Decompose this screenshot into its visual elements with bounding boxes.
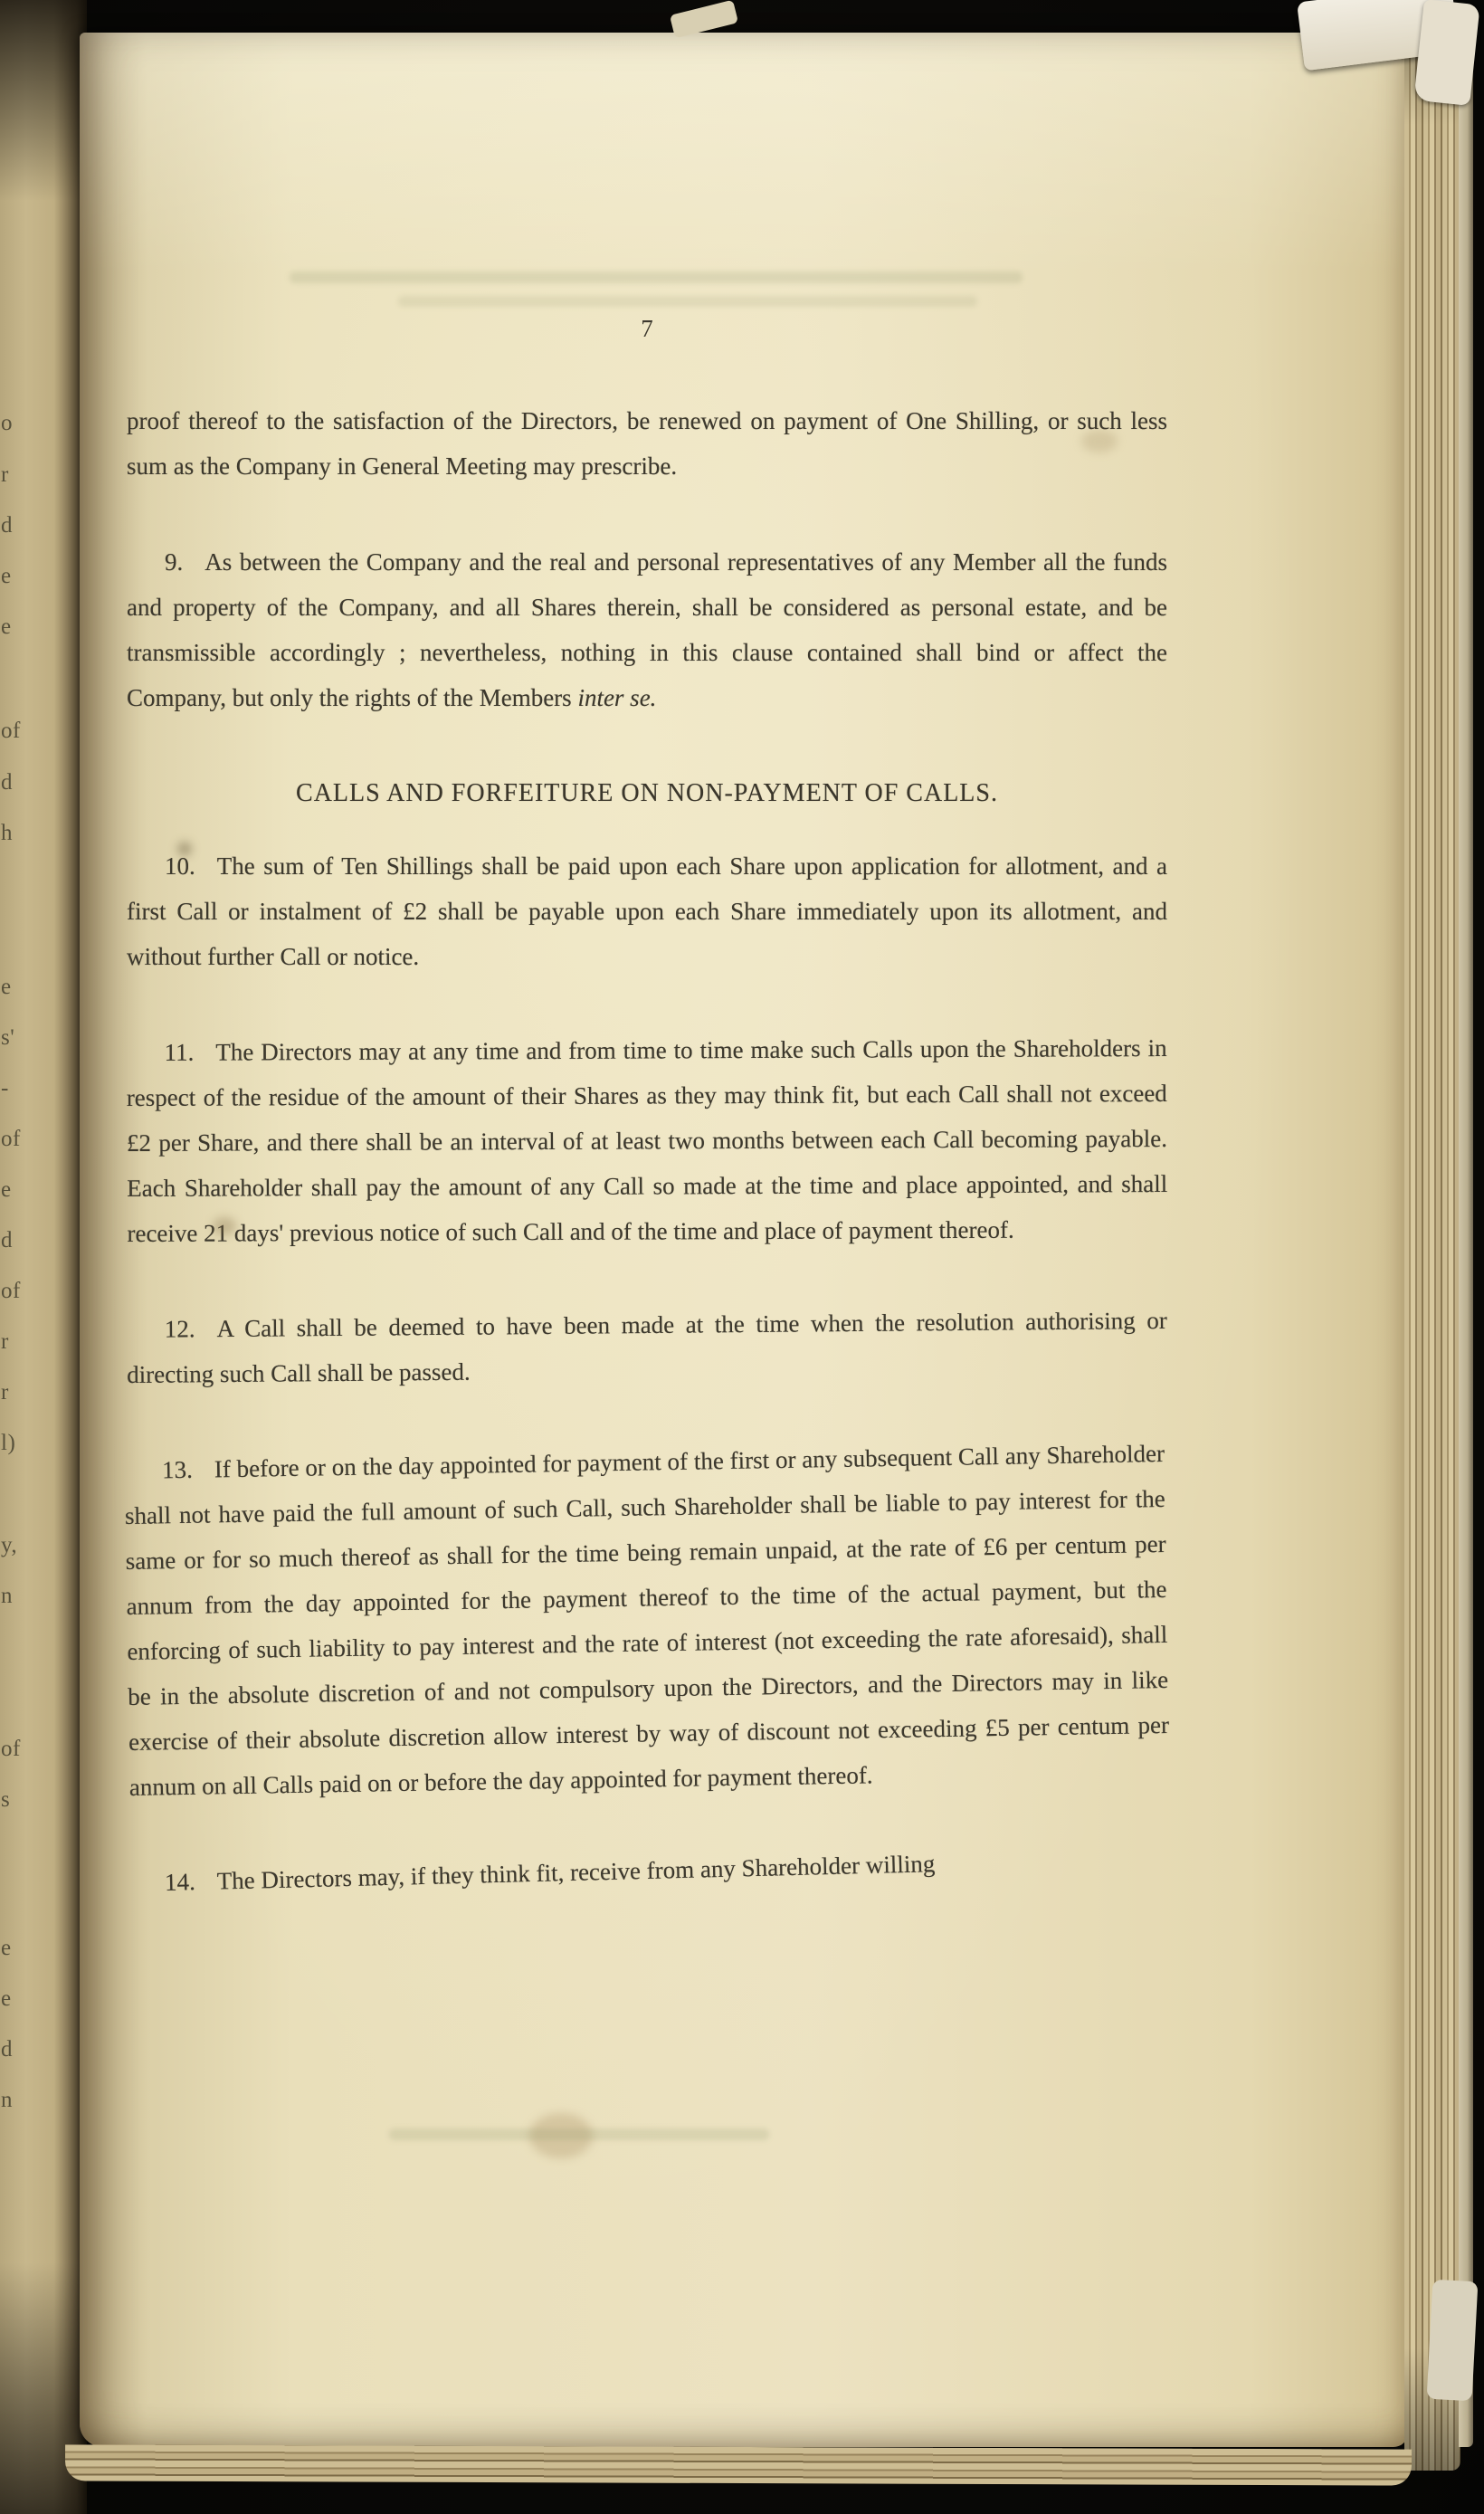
edge-text-fragment: n [1, 1584, 13, 1608]
show-through-text [389, 2128, 769, 2140]
show-through-text [290, 271, 1023, 283]
edge-text-fragment: s' [1, 1025, 15, 1050]
book-fore-edge-pages [1404, 27, 1460, 2471]
show-through-text [398, 296, 977, 307]
clause-text: As between the Company and the real and personal representatives of any Member all the funds and property of the Company, and all Shares therein, shall be considered as personal estate, and be transmissible accordingly ; nevertheless, nothing in this clause contained shall bind or affect the Company, but only the rights of the Members [127, 548, 1167, 711]
clause-text: The Directors may at any time and from time to time make such Calls upon the Shareholders in respect of the residue of the amount of their Shares as they may think fit, but each Call shall not exceed £2 per Share, and there shall be an interval of at least two months between each Call becoming payable. Each Shareholder shall pay the amount of any Call so made at the time and place appointed, and shall receive 21 days' previous notice of such Call and of the time and place of payment thereof. [126, 1033, 1168, 1247]
clause-number: 13. [161, 1455, 194, 1484]
page-text [124, 398, 1170, 1957]
edge-text-fragment: r [1, 1329, 9, 1354]
clause-text: If before or on the day appointed for payment of the first or any subsequent Call any Shareholder shall not have paid the full amount of such Call, such Shareholder shall be liable to pay interest for the same or for so much thereof as shall for the time being remain unpaid, at the rate of £6 per centum per annum from the day appointed for the payment thereof to the time of the actual payment, but the enforcing of such liability to pay interest and the rate of interest (not exceeding the rate aforesaid), shall be in the absolute discretion of and not compulsory upon the Directors, and the Directors may in like exercise of their absolute discretion allow interest by way of discount not exceeding £5 per centum per annum on all Calls paid on or before the day appointed for payment thereof. [124, 1439, 1170, 1801]
book-bottom-page-edges [65, 2444, 1412, 2485]
facing-page-sliver [0, 0, 87, 2514]
clause-number: 11. [164, 1038, 195, 1066]
paragraph-continuation [127, 398, 1167, 489]
edge-text-fragment: s [1, 1787, 11, 1812]
torn-paper-scrap [1413, 0, 1479, 106]
edge-text-fragment: of [1, 1279, 21, 1303]
edge-text-fragment: d [1, 770, 13, 795]
clause-12 [127, 1298, 1168, 1397]
edge-text-fragment: e [1, 1177, 12, 1202]
clause-number: 12. [164, 1315, 195, 1343]
page-number: 7 [641, 315, 653, 342]
edge-text-fragment: r [1, 1380, 9, 1405]
paragraph-text: proof thereof to the satisfaction of the Directors, be renewed on payment of One Shilling, or such less sum as the Company in General Meeting may prescribe. [127, 407, 1167, 480]
clause-11 [126, 1025, 1167, 1256]
stain-spot [213, 1217, 236, 1235]
edge-text-fragment: e [1, 614, 12, 639]
stain-spot [1081, 430, 1118, 452]
book-outer-edge [1459, 40, 1473, 2447]
edge-text-fragment: d [1, 2037, 13, 2062]
edge-text-fragment: e [1, 1936, 12, 1960]
edge-text-fragment: r [1, 462, 9, 487]
stain-spot [177, 842, 192, 856]
edge-text-fragment: d [1, 513, 13, 538]
clause-number: 14. [164, 1868, 196, 1896]
clause-13 [124, 1431, 1170, 1810]
edge-text-fragment: n [1, 2088, 13, 2112]
edge-text-fragment: e [1, 1986, 12, 2011]
clause-10 [127, 843, 1167, 979]
clause-number: 10. [165, 852, 195, 880]
clause-14 [126, 1835, 1167, 1906]
edge-text-fragment: d [1, 1228, 13, 1252]
edge-text-fragment: e [1, 564, 12, 588]
edge-text-fragment: h [1, 821, 13, 845]
clause-text: A Call shall be deemed to have been made at the time when the resolution authorising or directing such Call shall be passed. [127, 1306, 1167, 1388]
edge-text-fragment: e [1, 975, 12, 999]
section-heading: CALLS AND FORFEITURE ON NON-PAYMENT OF CALLS. [296, 779, 998, 807]
edge-text-fragment: of [1, 719, 21, 743]
edge-text-fragment: l) [1, 1431, 16, 1455]
clause-number: 9. [165, 548, 184, 576]
edge-text-fragment: y, [1, 1533, 18, 1557]
edge-text-fragment: - [1, 1076, 9, 1100]
edge-text-fragment: o [1, 411, 13, 435]
clause-text-italic: inter se. [577, 684, 657, 711]
edge-text-fragment: of [1, 1127, 21, 1151]
torn-paper-scrap [1427, 2280, 1479, 2401]
clause-text: The Directors may, if they think fit, receive from any Shareholder willing [216, 1850, 936, 1895]
clause-9 [127, 539, 1167, 720]
document-page [80, 33, 1408, 2447]
edge-text-fragment: of [1, 1737, 21, 1761]
clause-text: The sum of Ten Shillings shall be paid upon each Share upon application for allotment, and a first Call or instalment of £2 shall be payable upon each Share immediately upon its allotment, and without further Call or notice. [127, 852, 1167, 970]
